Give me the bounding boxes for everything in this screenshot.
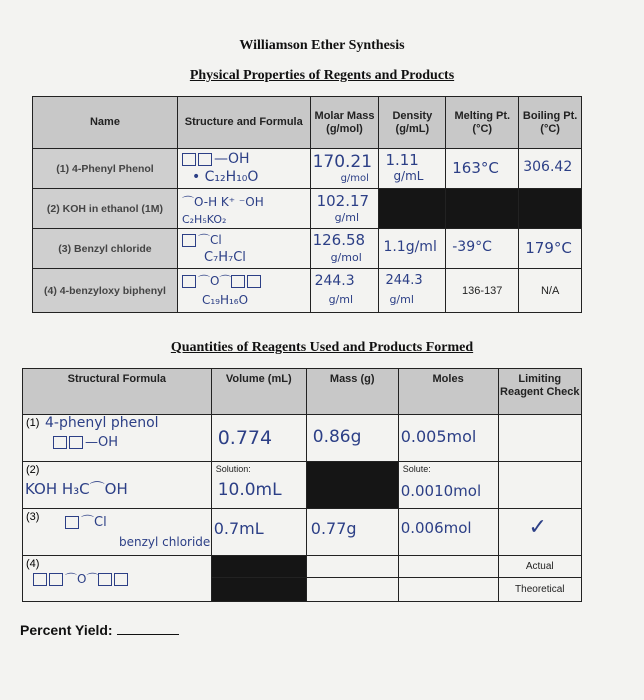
- benzene-ring-icon: [65, 516, 79, 529]
- header-mass: Mass (g): [306, 369, 398, 415]
- q-row1-structure: (1) 4-phenyl phenol —OH: [23, 415, 212, 462]
- row4-density-value: 244.3: [385, 273, 423, 288]
- row3-structure-text: Cl: [209, 233, 222, 247]
- benzene-ring-icon: [231, 275, 245, 288]
- benzene-ring-icon: [182, 275, 196, 288]
- row3-density: [379, 229, 446, 269]
- benzene-ring-icon: [33, 573, 47, 586]
- q-row4-structure: (4) ⌒O⌒: [23, 556, 212, 602]
- theoretical-label: Theoretical: [498, 578, 581, 602]
- row3-formula: C₇H₇Cl: [203, 250, 246, 265]
- q-row3-moles-value: 0.006mol: [400, 519, 472, 537]
- table-row: [33, 269, 582, 313]
- row2-name: (2) KOH in ethanol (1M): [33, 189, 178, 229]
- row1-molar-mass-value: 170.21: [312, 152, 373, 172]
- q-row2-num: (2): [26, 464, 40, 476]
- row1-molar-mass: [310, 149, 379, 189]
- row3-melting: [446, 229, 519, 269]
- row3-molar-mass: [310, 229, 379, 269]
- row4-molar-mass-unit: g/ml: [328, 293, 354, 306]
- benzene-ring-icon: [247, 275, 261, 288]
- header-structural-formula: Structural Formula: [23, 369, 212, 415]
- q-row1-structure-oh: OH: [98, 435, 119, 450]
- limiting-check-mark-icon: ✓: [528, 515, 547, 540]
- q-row4-volume-blackout: [211, 556, 306, 578]
- row2-structure: [177, 189, 310, 229]
- benzene-ring-icon: [53, 436, 67, 449]
- header-density: Density (g/mL): [379, 97, 446, 149]
- row4-name: (4) 4-benzyloxy biphenyl: [33, 269, 178, 313]
- table-row: [23, 415, 582, 462]
- header-structure: Structure and Formula: [177, 97, 310, 149]
- row1-boiling-value: 306.42: [523, 159, 573, 175]
- percent-yield: [20, 622, 179, 638]
- benzene-ring-icon: [198, 153, 212, 166]
- q-row4-structure-o: O: [77, 572, 87, 586]
- quantities-table: [22, 368, 582, 602]
- row2-molar-mass-value: 102.17: [316, 192, 370, 210]
- row2-structure-text: ⌒O-H K⁺ ⁻OH: [181, 195, 264, 209]
- row2-molar-mass: [310, 189, 379, 229]
- q-row3-structure-cl: Cl: [94, 515, 107, 530]
- header-moles: Moles: [398, 369, 498, 415]
- q-row3-volume-value: 0.7mL: [213, 519, 264, 538]
- properties-table: [32, 96, 582, 313]
- row4-molar-mass: [310, 269, 379, 313]
- percent-yield-blank[interactable]: [117, 624, 179, 635]
- row2-formula: C₂H₅KO₂: [181, 213, 227, 226]
- q-row2-mass-blackout: [306, 462, 398, 509]
- q-row2-volume-value: 10.0mL: [217, 480, 282, 500]
- row4-structure-text: O: [209, 274, 220, 288]
- percent-yield-label: Percent Yield:: [20, 622, 113, 638]
- actual-label: Actual: [498, 556, 581, 578]
- benzene-ring-icon: [49, 573, 63, 586]
- table1-title: Physical Properties of Regents and Products: [189, 68, 455, 83]
- q-row1-structure-name: 4-phenyl phenol: [45, 415, 159, 431]
- benzene-ring-icon: [182, 153, 196, 166]
- benzene-ring-icon: [98, 573, 112, 586]
- q-row4-moles-theoretical: [398, 578, 498, 602]
- row1-structure: —OH • C₁₂H₁₀O: [177, 149, 310, 189]
- q-row3-volume: [211, 509, 306, 556]
- row1-structure-text: OH: [227, 151, 250, 167]
- row4-formula: C₁₉H₁₆O: [201, 293, 249, 307]
- row4-melting: 136-137: [446, 269, 519, 313]
- header-volume: Volume (mL): [211, 369, 306, 415]
- q-row2-moles: [398, 462, 498, 509]
- row2-density-blackout: [379, 189, 446, 229]
- row4-density-unit: g/ml: [389, 293, 414, 306]
- table2-title: Quantities of Reagents Used and Products Formed: [170, 340, 474, 355]
- table-row: [23, 556, 582, 578]
- header-boiling: Boiling Pt. (°C): [519, 97, 582, 149]
- header-molar-mass: Molar Mass (g/mol): [310, 97, 379, 149]
- row1-density-value: 1.11: [385, 151, 419, 169]
- q-row4-num: (4): [26, 558, 40, 570]
- q-row2-volume: [211, 462, 306, 509]
- q-row4-mass-actual: [306, 556, 398, 578]
- q-row2-structure: [23, 462, 212, 509]
- row3-name: (3) Benzyl chloride: [33, 229, 178, 269]
- row1-melting: [446, 149, 519, 189]
- header-name: Name: [33, 97, 178, 149]
- q-row2-volume-label: Solution:: [215, 464, 251, 474]
- header-limiting-reagent: Limiting Reagent Check: [498, 369, 581, 415]
- row2-melting-blackout: [446, 189, 519, 229]
- row4-structure: ⌒O⌒ C₁₉H₁₆O: [177, 269, 310, 313]
- row3-melting-value: -39°C: [452, 239, 492, 255]
- q-row1-check: [498, 415, 581, 462]
- q-row4-moles-actual: [398, 556, 498, 578]
- benzene-ring-icon: [114, 573, 128, 586]
- row3-boiling-value: 179°C: [525, 239, 572, 257]
- row1-name: (1) 4-Phenyl Phenol: [33, 149, 178, 189]
- table-row: [33, 189, 582, 229]
- q-row4-mass-theoretical: [306, 578, 398, 602]
- q-row1-num: (1): [26, 417, 40, 429]
- q-row3-check: [498, 509, 581, 556]
- row2-molar-mass-unit: g/ml: [334, 211, 360, 224]
- table-row: [33, 229, 582, 269]
- q-row1-mass: [306, 415, 398, 462]
- row1-formula: • C₁₂H₁₀O: [191, 169, 259, 185]
- row3-molar-mass-value: 126.58: [312, 231, 366, 249]
- q-row1-moles: [398, 415, 498, 462]
- header-melting: Melting Pt. (°C): [446, 97, 519, 149]
- benzene-ring-icon: [182, 234, 196, 247]
- q-row3-structure: (3) ⌒Cl benzyl chloride: [23, 509, 212, 556]
- table-row: [33, 149, 582, 189]
- row1-molar-mass-unit: g/mol: [340, 173, 369, 184]
- row4-density: [379, 269, 446, 313]
- q-row3-mass-value: 0.77g: [310, 519, 357, 538]
- q-row1-mass-value: 0.86g: [312, 427, 362, 447]
- table-row: [23, 509, 582, 556]
- row4-molar-mass-value: 244.3: [314, 273, 355, 289]
- row1-melting-value: 163°C: [452, 159, 499, 177]
- q-row2-moles-value: 0.0010mol: [400, 482, 482, 500]
- benzene-ring-icon: [69, 436, 83, 449]
- q-row1-volume: [211, 415, 306, 462]
- q-row3-mass: [306, 509, 398, 556]
- row3-boiling: [519, 229, 582, 269]
- row2-boiling-blackout: [519, 189, 582, 229]
- row1-density-unit: g/mL: [393, 169, 424, 183]
- row1-density: [379, 149, 446, 189]
- q-row1-volume-value: 0.774: [217, 427, 273, 449]
- q-row2-check: [498, 462, 581, 509]
- q-row3-num: (3): [26, 511, 40, 523]
- row3-density-value: 1.1g/ml: [383, 239, 437, 255]
- q-row3-structure-name: benzyl chloride: [119, 535, 211, 549]
- q-row2-moles-label: Solute:: [402, 464, 431, 474]
- row3-structure: ⌒Cl C₇H₇Cl: [177, 229, 310, 269]
- table-row: [23, 462, 582, 509]
- q-row3-moles: [398, 509, 498, 556]
- q-row1-moles-value: 0.005mol: [400, 427, 477, 446]
- q-row4b-volume-blackout: [211, 578, 306, 602]
- row4-boiling: N/A: [519, 269, 582, 313]
- row3-molar-mass-unit: g/mol: [330, 251, 362, 264]
- row1-boiling: [519, 149, 582, 189]
- document-title: Williamson Ether Synthesis: [239, 38, 405, 53]
- q-row2-structure-name: KOH H₃C⌒OH: [25, 480, 128, 498]
